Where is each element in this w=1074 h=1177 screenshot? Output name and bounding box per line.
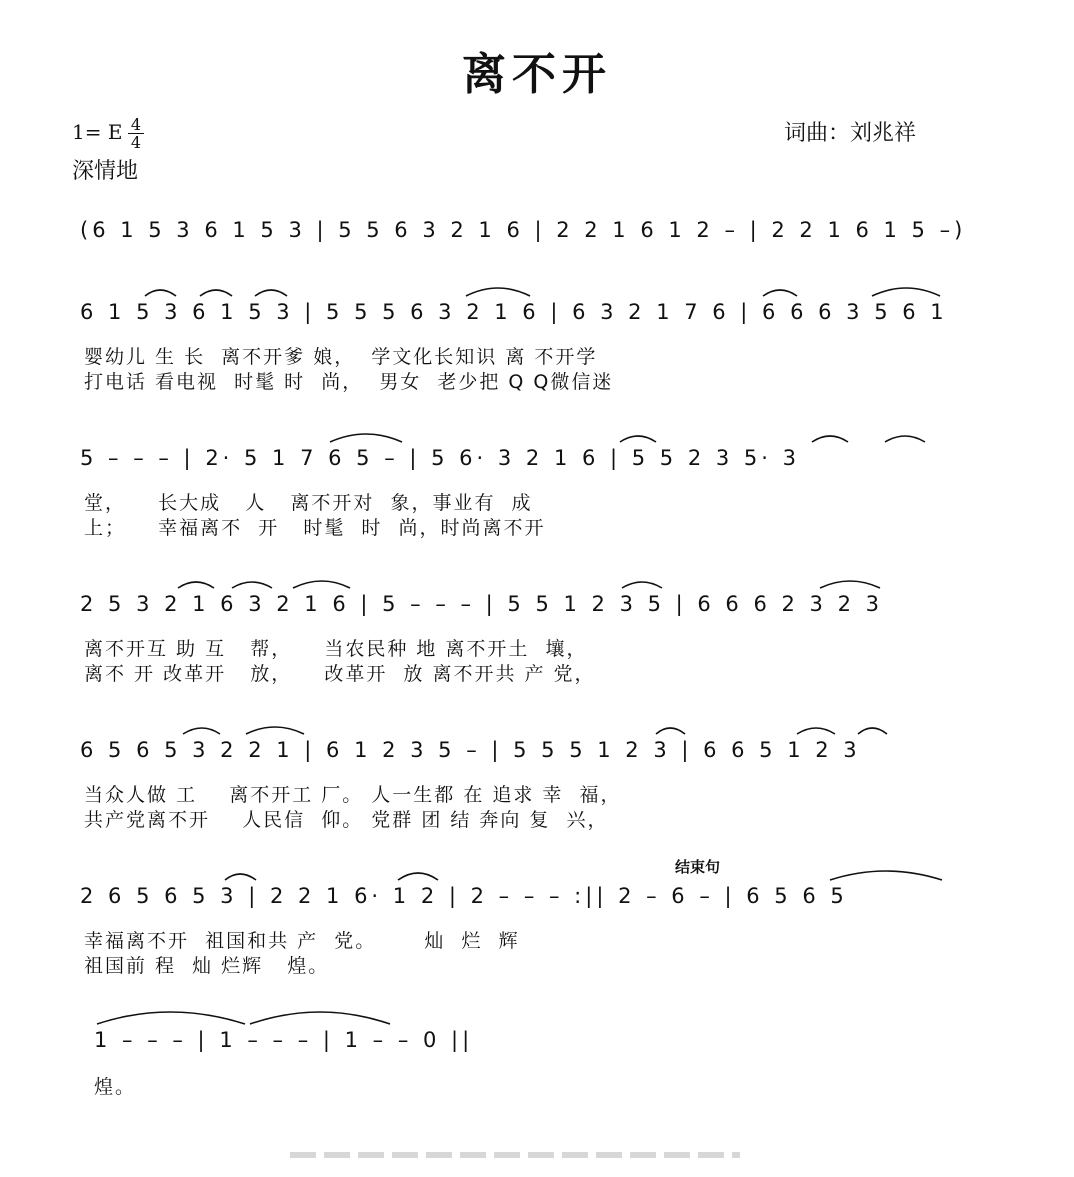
ending-label: 结束句 — [675, 858, 721, 876]
slur — [200, 290, 232, 296]
slur — [820, 581, 880, 588]
lyric-line-1: 煌。 — [94, 1076, 137, 1098]
slur — [178, 582, 214, 588]
slur — [885, 436, 925, 442]
slur — [255, 290, 287, 296]
time-signature-top: 4 — [130, 115, 142, 134]
lyric-line-2: 共产党离不开 人民信 仰。 党群 团 结 奔向 复 兴， — [84, 809, 609, 831]
notation-line: 2 5 3 2 1 6 3 2 1 6 | 5 – – – | 5 5 1 2 3 5 | 6 6 6 2 3 2 3 — [80, 592, 883, 616]
slur — [858, 728, 887, 734]
notation-line: 1 – – – | 1 – – – | 1 – – 0 || — [94, 1028, 474, 1052]
slur — [250, 1012, 390, 1024]
footer-watermark — [290, 1152, 740, 1158]
key-signature: 1= E — [72, 120, 123, 144]
notation-line: 5 – – – | 2· 5 1 7 6 5 – | 5 6· 3 2 1 6 | 5 5 2 3 5· 3 — [80, 446, 800, 470]
slur — [466, 288, 530, 296]
slur — [225, 874, 256, 880]
slur — [830, 871, 942, 880]
slur — [246, 727, 304, 734]
slur — [622, 582, 662, 588]
lyric-line-1: 幸福离不开 祖国和共 产 党。 灿 烂 辉 — [84, 930, 520, 952]
lyric-line-1: 堂， 长大成 人 离不开对 象，事业有 成 — [84, 492, 533, 514]
slur — [97, 1012, 245, 1024]
time-signature-bottom: 4 — [130, 133, 142, 152]
slur — [872, 288, 940, 296]
slur — [797, 728, 835, 734]
slur — [812, 436, 848, 442]
lyric-line-2: 上； 幸福离不 开 时髦 时 尚，时尚离不开 — [84, 517, 546, 539]
notation-line: 6 1 5 3 6 1 5 3 | 5 5 5 6 3 2 1 6 | 6 3 2 1 7 6 | 6 6 6 3 5 6 1 — [80, 300, 948, 324]
slur — [620, 436, 656, 442]
notation-line: 2 6 5 6 5 3 | 2 2 1 6· 1 2 | 2 – – – :|| 2 – 6 – | 6 5 6 5 — [80, 884, 848, 908]
slur — [183, 728, 220, 734]
lyric-line-1: 当众人做 工 离不开工 厂。 人一生都 在 追求 幸 福， — [84, 784, 622, 806]
lyric-line-2: 祖国前 程 灿 烂辉 煌。 — [84, 955, 330, 977]
notation-line: 6 5 6 5 3 2 2 1 | 6 1 2 3 5 – | 5 5 5 1 2 3 | 6 6 5 1 2 3 — [80, 738, 861, 762]
slur — [293, 581, 350, 588]
notation-line: (6 1 5 3 6 1 5 3 | 5 5 6 3 2 1 6 | 2 2 1 6 1 2 – | 2 2 1 6 1 5 –) — [80, 218, 967, 242]
slur — [398, 873, 438, 880]
lyric-line-1: 婴幼儿 生 长 离不开爹 娘， 学文化长知识 离 不开学 — [84, 346, 598, 368]
lyric-line-2: 打电话 看电视 时髦 时 尚， 男女 老少把 Q Q微信迷 — [84, 371, 614, 393]
slur — [330, 434, 402, 442]
song-title: 离不开 — [462, 49, 612, 100]
composer-credit: 词曲：刘兆祥 — [784, 121, 917, 146]
lyric-line-2: 离不 开 改革开 放， 改革开 放 离不开共 产 党， — [84, 663, 596, 685]
slur — [145, 290, 176, 296]
slur — [232, 582, 272, 588]
lyric-line-1: 离不开互 助 互 帮， 当农民种 地 离不开土 壤， — [84, 638, 588, 660]
slur — [656, 728, 685, 734]
slur — [763, 290, 797, 296]
tempo-marking: 深情地 — [72, 159, 139, 184]
